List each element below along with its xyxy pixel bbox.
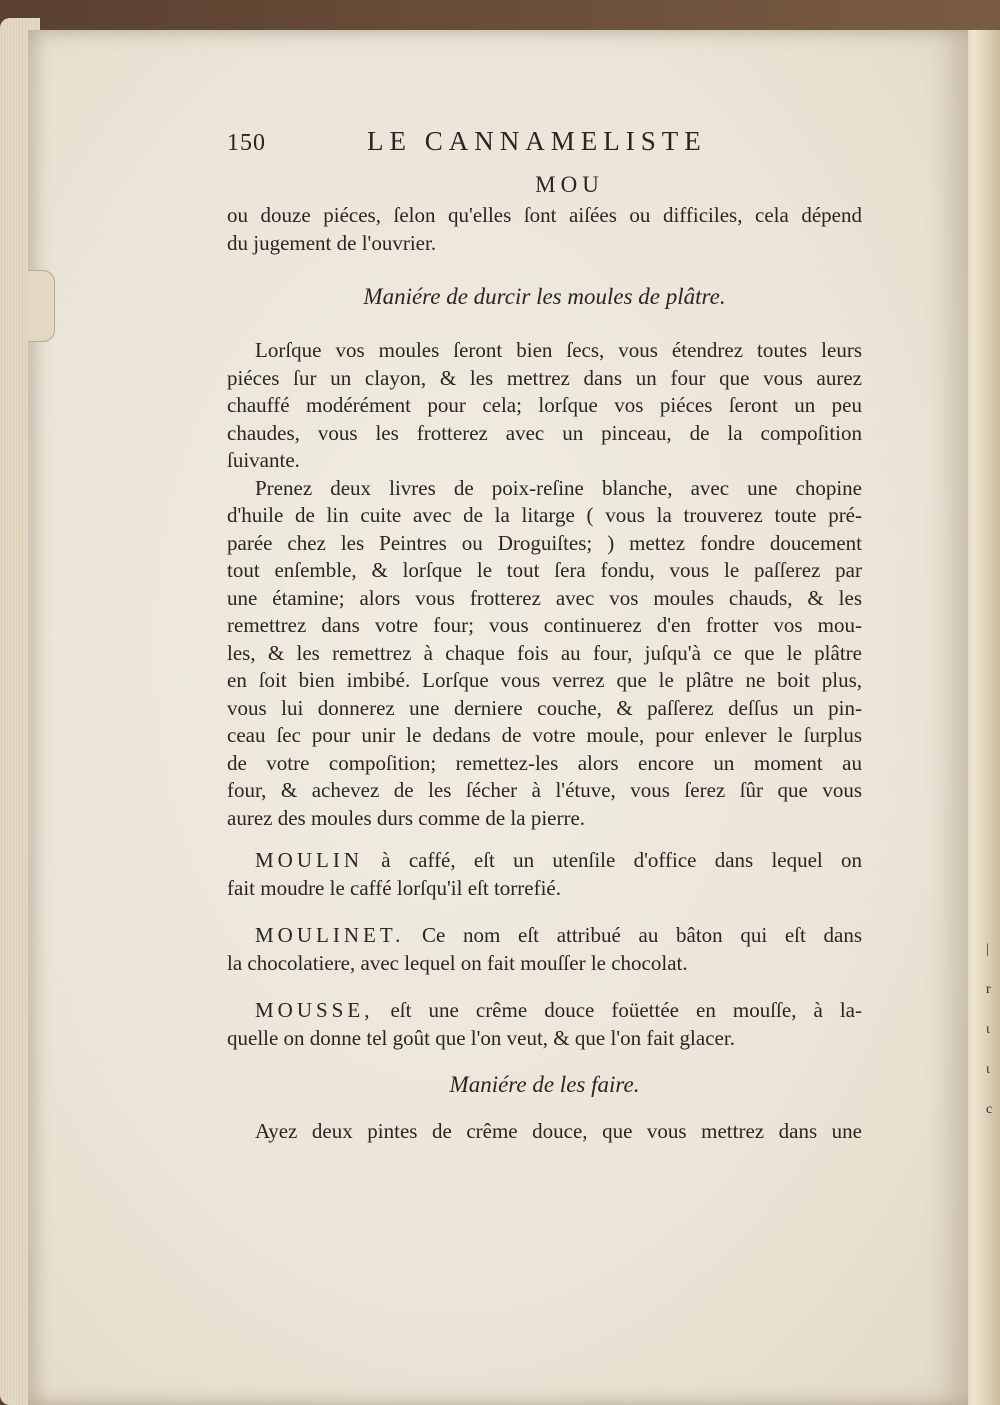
text-line: four, & achevez de les ſécher à l'étuve, vous ſerez ſûr que vous bbox=[227, 778, 862, 802]
text-line: quelle on donne tel goût que l'on veut, & que l'on fait glacer. bbox=[227, 1025, 735, 1050]
text-line: ou douze piéces, ſelon qu'elles ſont aiſées ou difficiles, cela dépend bbox=[227, 203, 862, 227]
text-line: d'huile de lin cuite avec de la litarge ( vous la trouverez toute pré- bbox=[227, 503, 862, 527]
page-tab bbox=[28, 270, 55, 342]
text-line bbox=[227, 847, 862, 875]
text-line: du jugement de l'ouvrier. bbox=[227, 230, 437, 255]
text-line: une étamine; alors vous frotterez avec vos moules chauds, & les bbox=[227, 585, 862, 610]
text-line: Prenez deux livres de poix-reſine blanche, avec une chopine bbox=[255, 475, 862, 500]
text-line: chauffé modérément pour cela; lorſque vos piéces ſeront un peu bbox=[227, 393, 862, 417]
intro-paragraph bbox=[227, 202, 862, 257]
dictionary-entry-moulinet bbox=[227, 922, 862, 977]
section-heading: Maniére de durcir les moules de plâtre. bbox=[363, 284, 726, 309]
text-line: ceau ſec pour unir le dedans de votre moule, pour enlever le ſurplus bbox=[227, 723, 862, 747]
text-line: en ſoit bien imbibé. Lorſque vous verrez que le plâtre ne boit plus, bbox=[227, 668, 862, 692]
page-content bbox=[227, 120, 862, 1146]
text-line: les, & les remettrez à chaque fois au four, juſqu'à ce que le plâtre bbox=[227, 640, 862, 665]
text-line: Lorſque vos moules ſeront bien ſecs, vous étendrez toutes leurs bbox=[255, 338, 862, 362]
page-number: 150 bbox=[227, 130, 266, 156]
text-line: Ayez deux pintes de crême douce, que vous mettrez dans une bbox=[255, 1119, 862, 1143]
running-title: LE CANNAMELISTE bbox=[367, 126, 707, 156]
text-line: parée chez les Peintres ou Droguiſtes; ) mettez fondre doucement bbox=[227, 530, 862, 555]
entry-text: à caffé, eſt un utenſile d'office dans lequel on bbox=[363, 848, 862, 872]
text-line: vous lui donnerez une derniere couche, & paſſerez deſſus un pin- bbox=[227, 695, 862, 720]
text-line: la chocolatiere, avec lequel on fait mouſſer le chocolat. bbox=[227, 950, 688, 975]
section-heading: Maniére de les faire. bbox=[449, 1072, 640, 1097]
entry-word: MOULIN bbox=[255, 848, 363, 872]
paragraph bbox=[227, 475, 862, 833]
entry-word: MOUSSE, bbox=[255, 998, 374, 1022]
text-line: chaudes, vous les frotterez avec un pinceau, de la compoſition bbox=[227, 420, 862, 445]
text-line: aurez des moules durs comme de la pierre. bbox=[227, 805, 586, 830]
guide-word: MOU bbox=[535, 172, 604, 197]
text-line: tout enſemble, & lorſque le tout ſera fondu, vous le paſſerez par bbox=[227, 558, 862, 582]
paragraph bbox=[227, 337, 862, 475]
text-line: ſuivante. bbox=[227, 448, 300, 472]
dictionary-entry-mousse bbox=[227, 997, 862, 1052]
dictionary-entry-moulin bbox=[227, 847, 862, 902]
facing-page-fragment: | r ι ι c bbox=[986, 942, 993, 1117]
entry-text: Ce nom eſt attribué au bâton qui eſt dans bbox=[404, 923, 862, 947]
text-line: piéces ſur un clayon, & les mettrez dans un four que vous aurez bbox=[227, 365, 862, 390]
text-line: de votre compoſition; remettez-les alors encore un moment au bbox=[227, 750, 862, 775]
text-line: fait moudre le caffé lorſqu'il eſt torrefié. bbox=[227, 875, 562, 900]
entry-text: eſt une crême douce foüettée en mouſſe, à la- bbox=[373, 998, 862, 1022]
entry-word: MOULINET. bbox=[255, 923, 405, 947]
text-line: remettrez dans votre four; vous continuerez d'en frotter vos mou- bbox=[227, 613, 862, 637]
text-line bbox=[227, 997, 862, 1025]
page-header bbox=[227, 120, 862, 170]
text-line bbox=[227, 922, 862, 950]
